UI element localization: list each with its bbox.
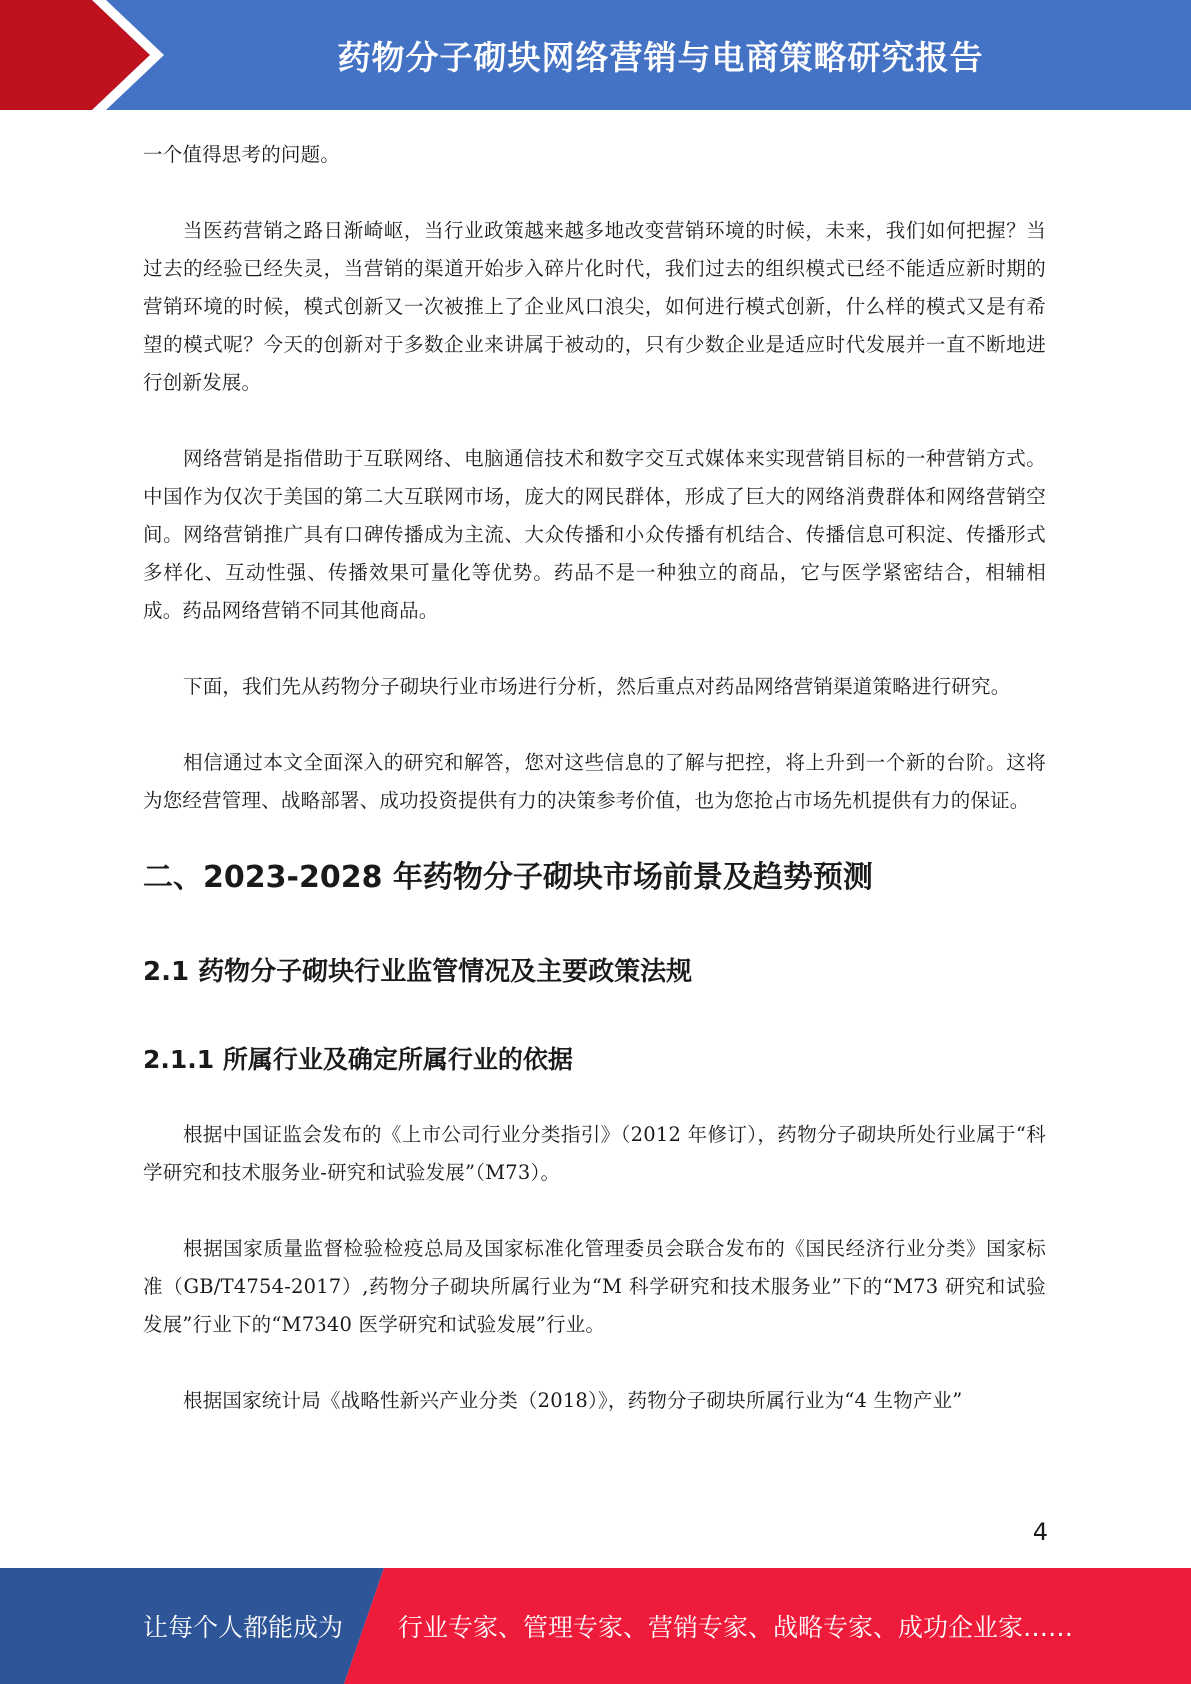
paragraph: 相信通过本文全面深入的研究和解答，您对这些信息的了解与把控，将上升到一个新的台阶。这将为您经营管理、战略部署、成功投资提供有力的决策参考价值，也为您抢占市场先机提供有力的保证。 [143,751,1046,812]
subsubsection-heading: 2.1.1 所属行业及确定所属行业的依据 [143,1045,573,1074]
page-number: 4 [1032,1518,1048,1546]
paragraph: 一个值得思考的问题。 [143,143,341,166]
paragraph: 根据中国证监会发布的《上市公司行业分类指引》（2012 年修订），药物分子砌块所处行业属于“科学研究和技术服务业-研究和试验发展”（M73）。 [143,1123,1046,1184]
document-body [143,136,1046,1458]
footer-slogan-left: 让每个人都能成为 [143,1613,344,1642]
page-header [0,0,1191,110]
paragraph: 根据国家质量监督检验检疫总局及国家标准化管理委员会联合发布的《国民经济行业分类》国家标准（GB/T4754-2017）,药物分子砌块所属行业为“M 科学研究和技术服务业”下的“M73 研究和试验发展”行业下的“M7340 医学研究和试验发展”行业。 [143,1237,1046,1336]
paragraph: 网络营销是指借助于互联网络、电脑通信技术和数字交互式媒体来实现营销目标的一种营销方式。中国作为仅次于美国的第二大互联网市场，庞大的网民群体，形成了巨大的网络消费群体和网络营销空间。网络营销推广具有口碑传播成为主流、大众传播和小众传播有机结合、传播信息可积淀、传播形式多样化、互动性强、传播效果可量化等优势。药品不是一种独立的商品，它与医学紧密结合，相辅相成。药品网络营销不同其他商品。 [143,447,1046,622]
subsection-heading: 2.1 药物分子砌块行业监管情况及主要政策法规 [143,957,693,987]
paragraph: 当医药营销之路日渐崎岖，当行业政策越来越多地改变营销环境的时候，未来，我们如何把握？当过去的经验已经失灵，当营销的渠道开始步入碎片化时代，我们过去的组织模式已经不能适应新时期的营销环境的时候，模式创新又一次被推上了企业风口浪尖，如何进行模式创新，什么样的模式又是有希望的模式呢？今天的创新对于多数企业来讲属于被动的，只有少数企业是适应时代发展并一直不断地进行创新发展。 [143,219,1046,394]
paragraph: 下面，我们先从药物分子砌块行业市场进行分析，然后重点对药品网络营销渠道策略进行研究。 [183,675,1011,698]
page-footer [0,1568,1191,1684]
footer-slogan-right: 行业专家、管理专家、营销专家、战略专家、成功企业家…… [398,1613,1074,1642]
paragraph: 根据国家统计局《战略性新兴产业分类（2018）》，药物分子砌块所属行业为“4 生物产业” [183,1389,963,1412]
section-heading: 二、2023-2028 年药物分子砌块市场前景及趋势预测 [143,860,873,895]
report-title: 药物分子砌块网络营销与电商策略研究报告 [337,37,984,77]
